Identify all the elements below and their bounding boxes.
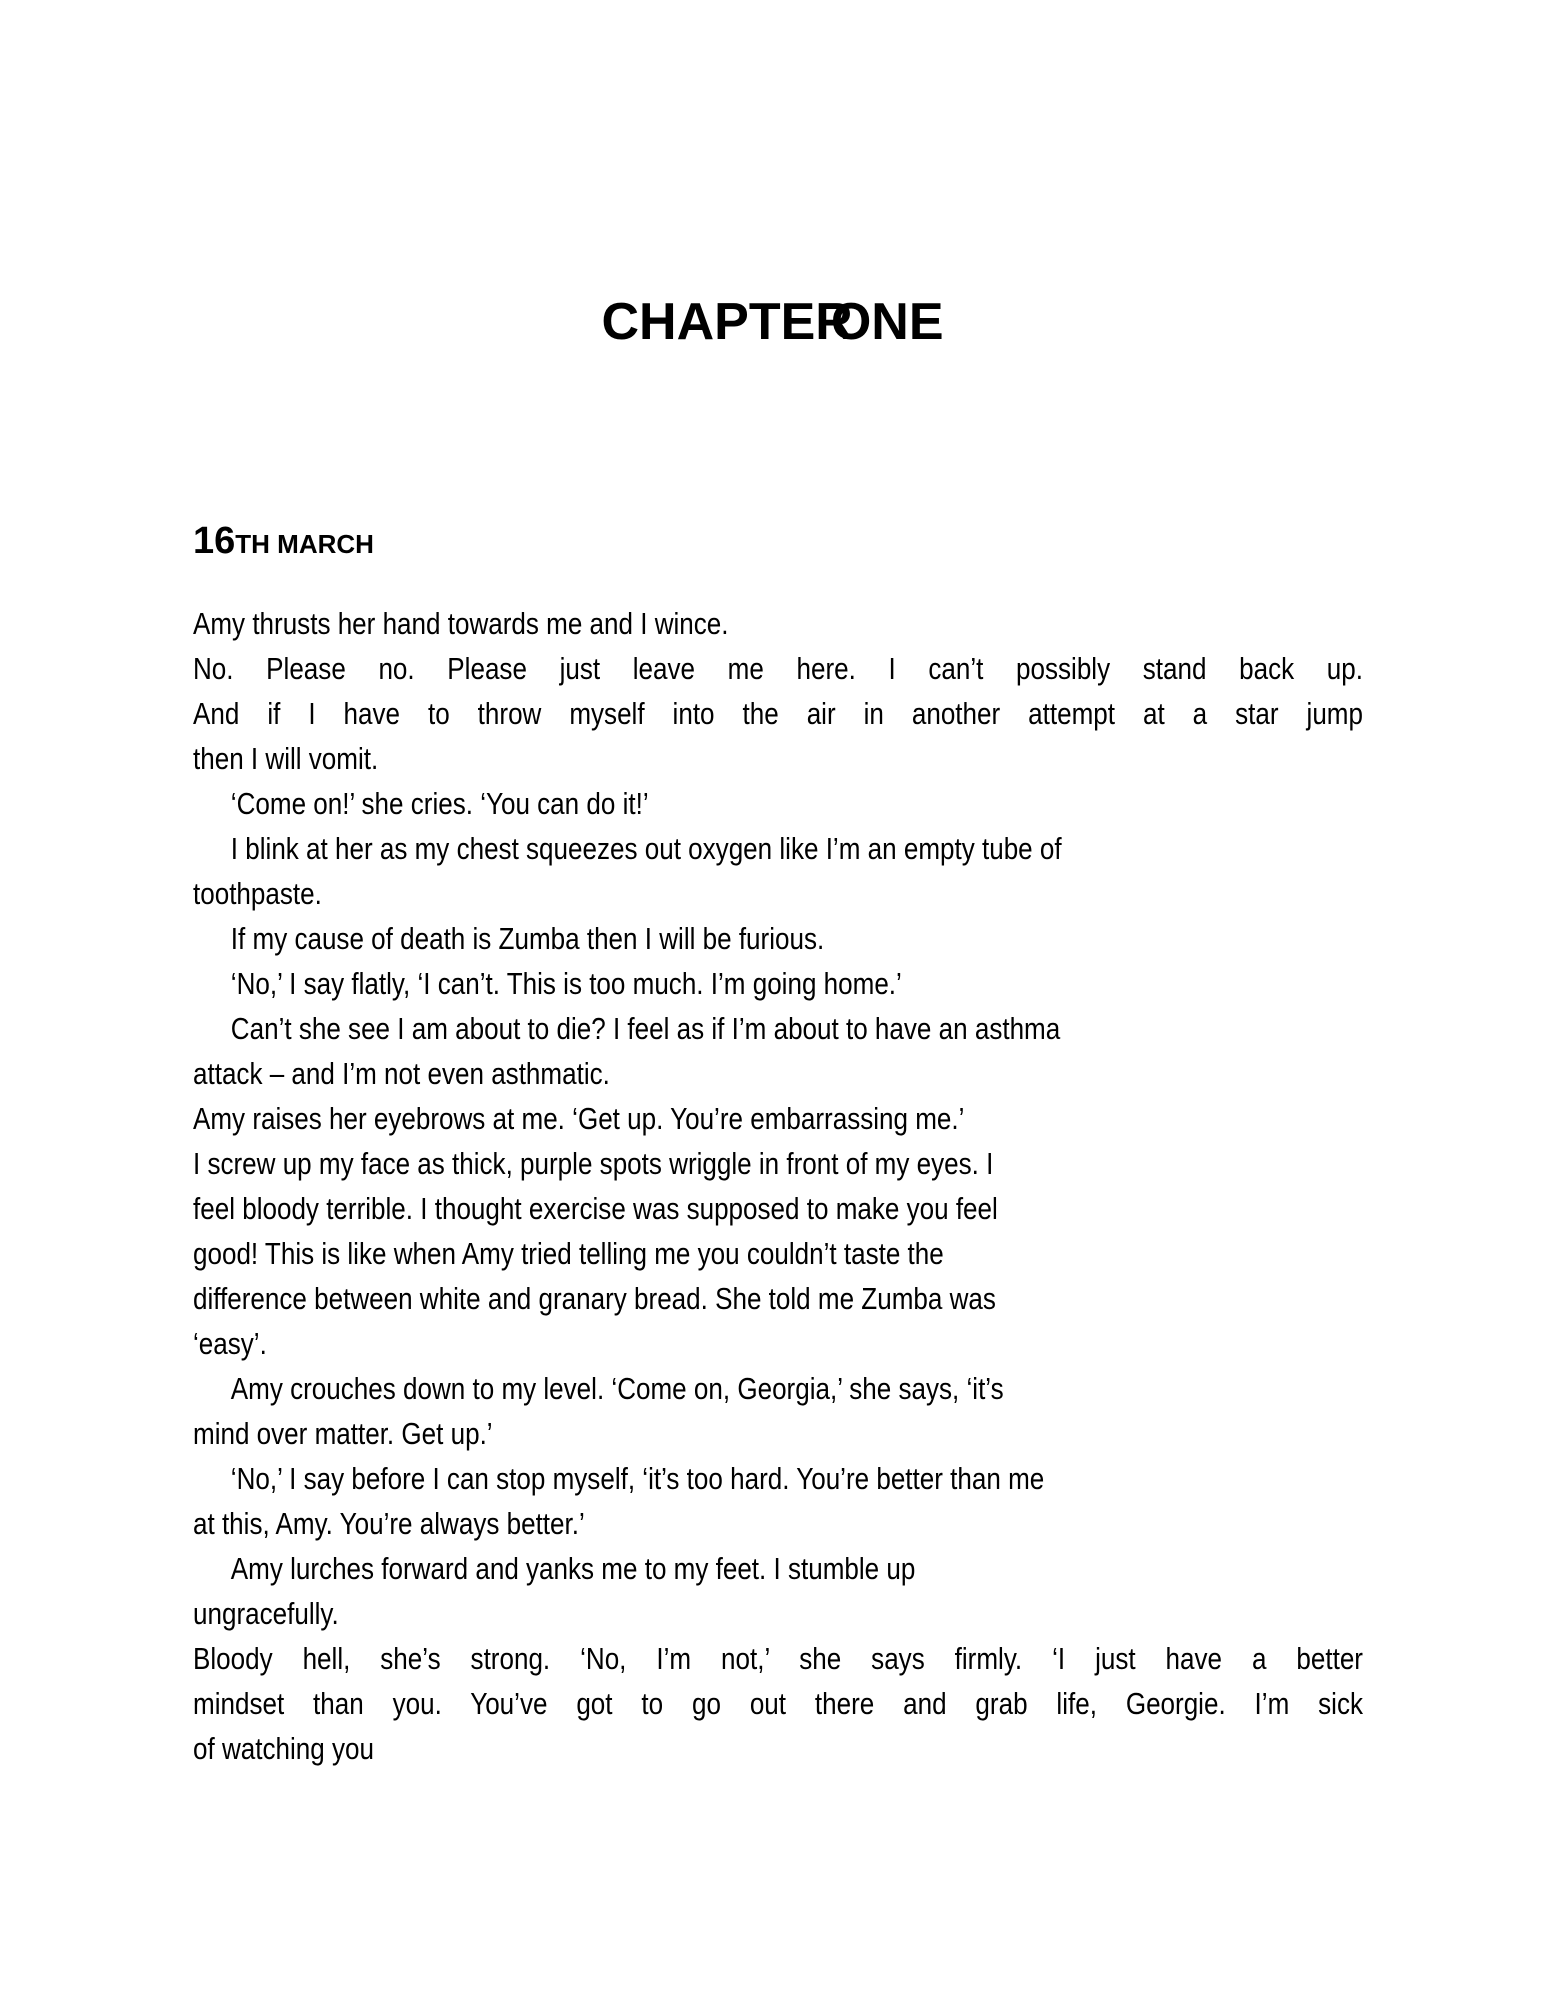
body-line: of watching you	[193, 1731, 374, 1766]
body-line: I blink at her as my chest squeezes out oxygen like I’m an empty tube of	[230, 831, 1062, 866]
body-line: at this, Amy. You’re always better.’	[193, 1506, 585, 1541]
body-line: ‘Come on!’ she cries. ‘You can do it!’	[230, 786, 649, 821]
date-heading	[193, 516, 374, 574]
body-line: Can’t she see I am about to die? I feel as if I’m about to have an asthma	[230, 1011, 1061, 1046]
body-line: Amy crouches down to my level. ‘Come on, Georgia,’ she says, ‘it’s	[230, 1371, 1004, 1406]
body-line: toothpaste.	[193, 876, 322, 911]
body-line: Amy thrusts her hand towards me and I wince.	[193, 606, 729, 641]
body-line: difference between white and granary bread. She told me Zumba was	[193, 1281, 996, 1316]
body-line: feel bloody terrible. I thought exercise was supposed to make you feel	[193, 1191, 998, 1226]
chapter-title-word: CHAPTER	[601, 293, 853, 351]
body-line: Amy lurches forward and yanks me to my feet. I stumble up	[230, 1551, 916, 1586]
body-line: ‘No,’ I say before I can stop myself, ‘it’s too hard. You’re better than me	[230, 1461, 1045, 1496]
date-day: 16	[193, 520, 236, 562]
body-line: mindset than you. You’ve got to go out there and grab life, Georgie. I’m sick	[193, 1686, 1363, 1721]
body-line: No. Please no. Please just leave me here. I can’t possibly stand back up.	[193, 651, 1363, 686]
body-line: Amy raises her eyebrows at me. ‘Get up. You’re embarrassing me.’	[193, 1101, 965, 1136]
chapter-title-number: ONE	[830, 293, 944, 351]
body-text	[193, 601, 1363, 1771]
body-line: I screw up my face as thick, purple spots wriggle in front of my eyes. I	[193, 1146, 994, 1181]
body-line: attack – and I’m not even asthmatic.	[193, 1056, 610, 1091]
body-line: mind over matter. Get up.’	[193, 1416, 493, 1451]
chapter-title	[0, 292, 1545, 352]
body-line: Bloody hell, she’s strong. ‘No, I’m not,’ she says firmly. ‘I just have a better	[193, 1641, 1363, 1676]
date-month: TH MARCH	[235, 529, 374, 559]
body-line: ‘easy’.	[193, 1326, 267, 1361]
body-line: good! This is like when Amy tried telling me you couldn’t taste the	[193, 1236, 944, 1271]
body-line: ‘No,’ I say flatly, ‘I can’t. This is too much. I’m going home.’	[230, 966, 902, 1001]
body-line: If my cause of death is Zumba then I will be furious.	[230, 921, 825, 956]
body-line: then I will vomit.	[193, 741, 379, 776]
body-line: ungracefully.	[193, 1596, 339, 1631]
body-line: And if I have to throw myself into the air in another attempt at a star jump	[193, 696, 1363, 731]
